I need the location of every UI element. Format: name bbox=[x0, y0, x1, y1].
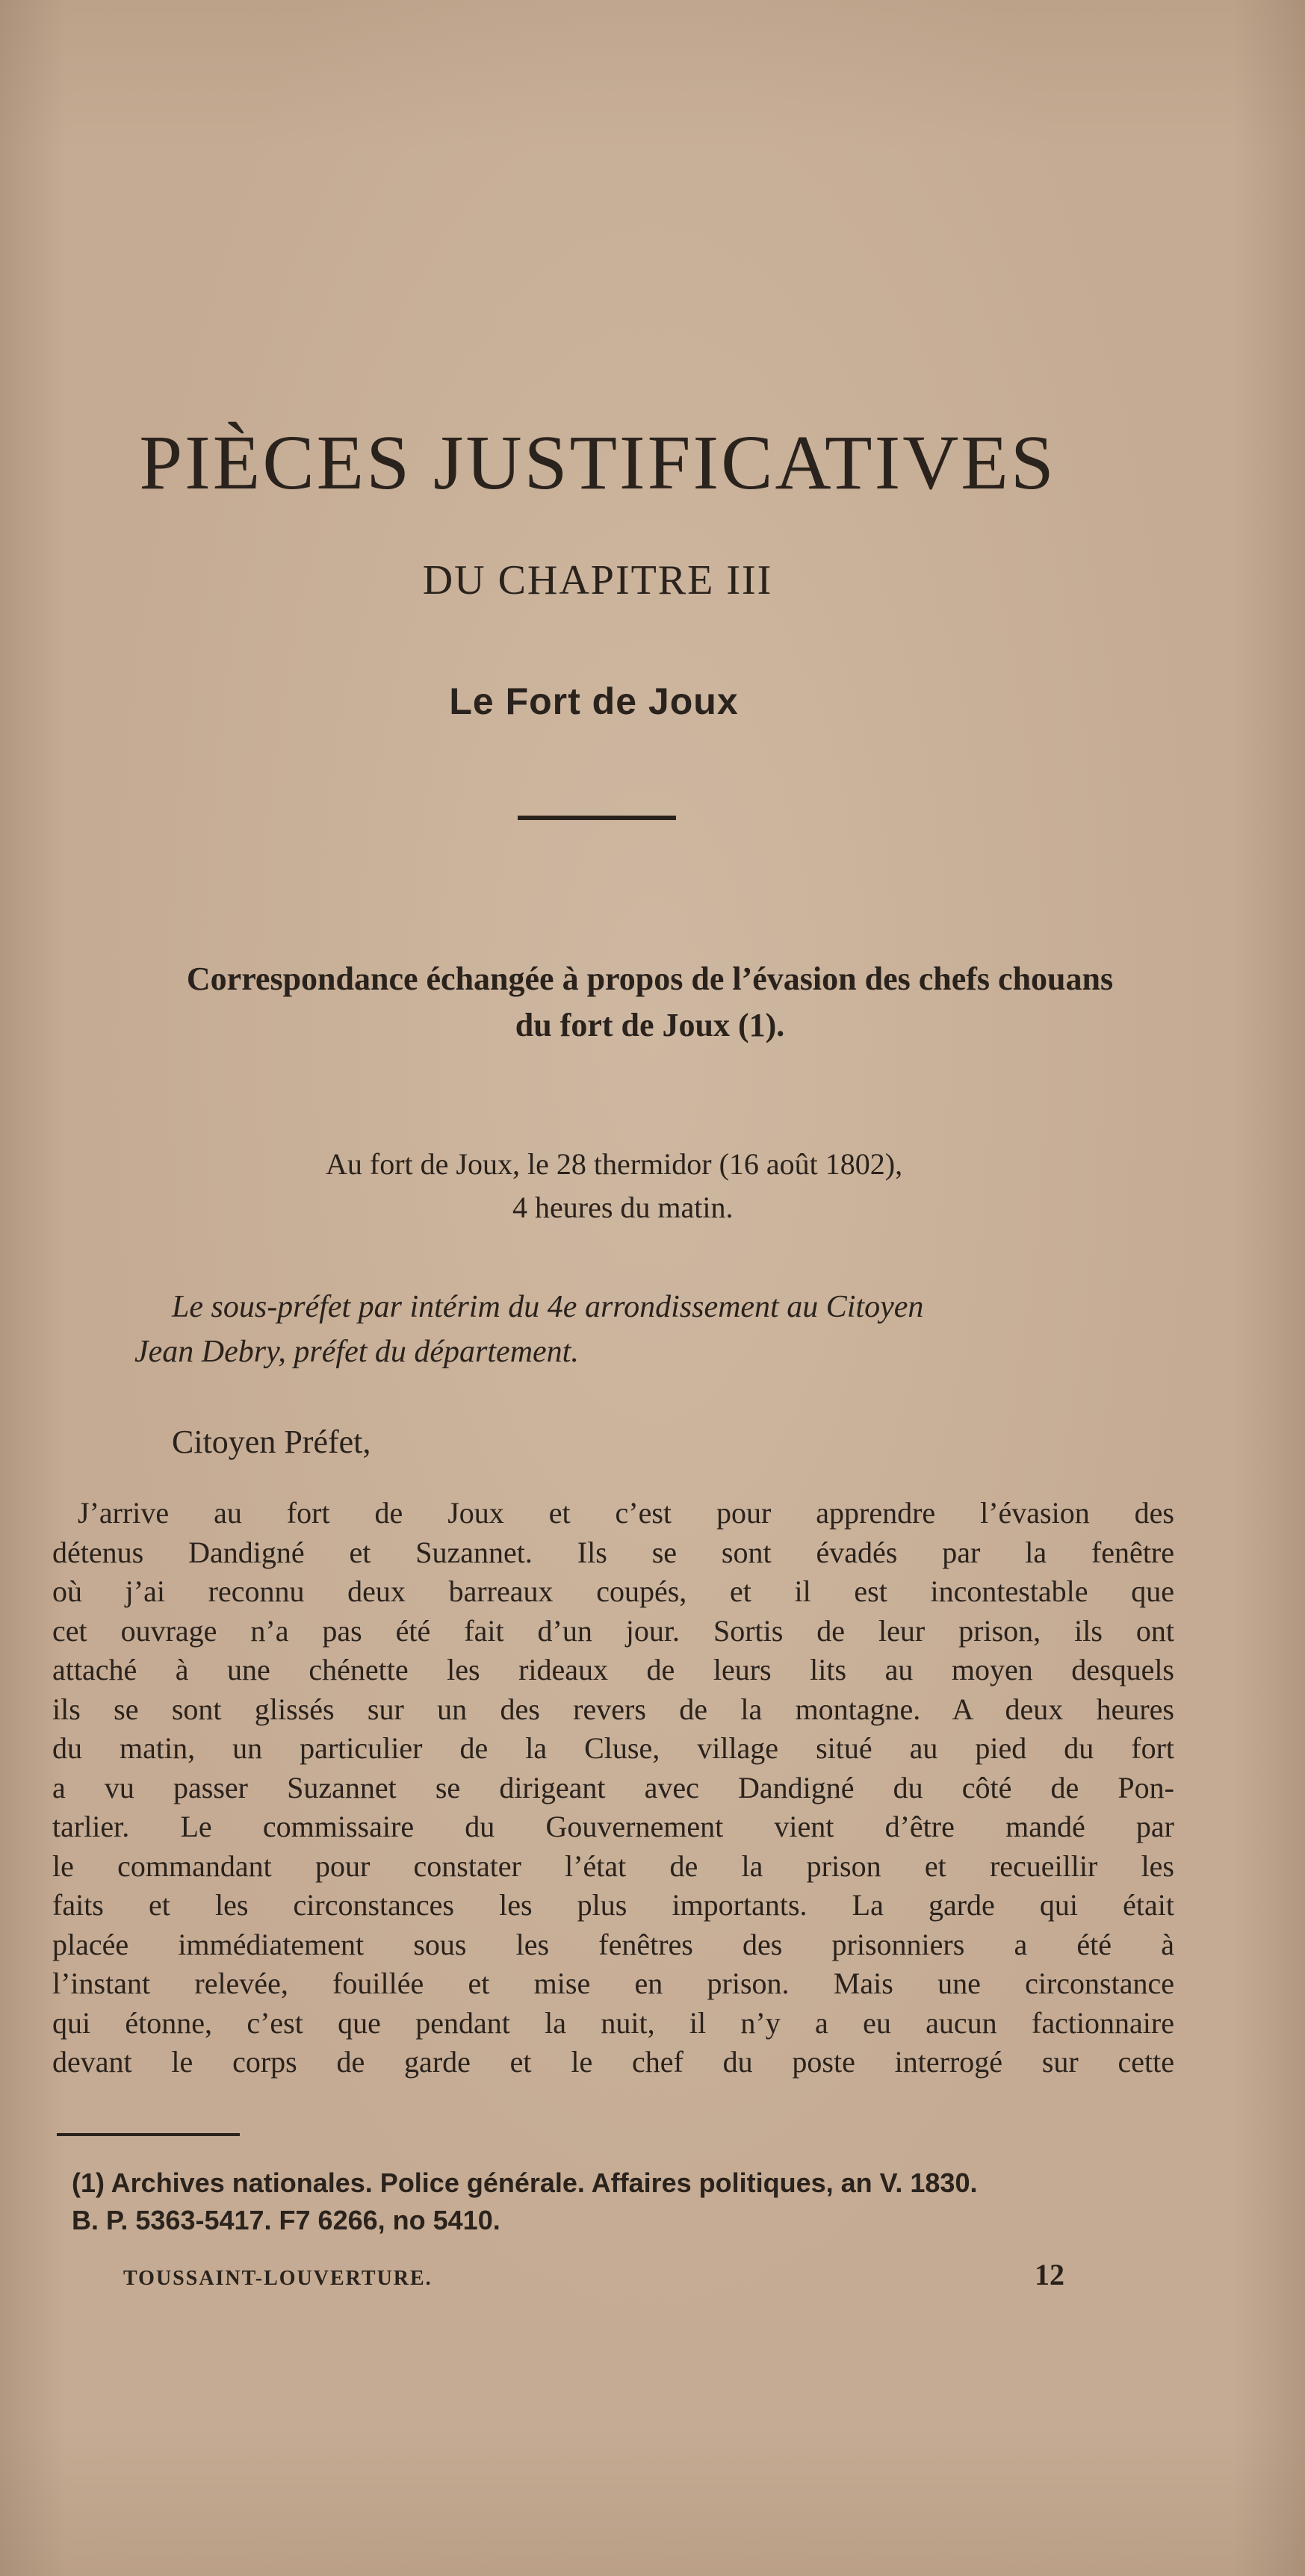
body-line: détenus Dandigné et Suzannet. Ils se sont évadés par la fenêtre bbox=[52, 1535, 1174, 1569]
running-title: TOUSSAINT-LOUVERTURE. bbox=[123, 2267, 433, 2290]
body-line: attaché à une chénette les rideaux de leurs lits au moyen desquels bbox=[52, 1653, 1174, 1686]
body-line: J’arrive au fort de Joux et c’est pour apprendre l’évasion des bbox=[78, 1496, 1174, 1530]
body-line: a vu passer Suzannet se dirigeant avec Dandigné du côté de Pon- bbox=[52, 1770, 1174, 1804]
body-line: faits et les circonstances les plus importants. La garde qui était bbox=[52, 1888, 1174, 1922]
dateline-line-1: Au fort de Joux, le 28 thermidor (16 août 1802), bbox=[326, 1147, 903, 1181]
body-line: cet ouvrage n’a pas été fait d’un jour. Sortis de leur prison, ils ont bbox=[52, 1613, 1174, 1648]
footnote-line-2: B. P. 5363-5417. F7 6266, no 5410. bbox=[72, 2205, 500, 2235]
body-line: devant le corps de garde et le chef du poste interrogé sur cette bbox=[52, 2045, 1174, 2079]
chapter-subtitle: DU CHAPITRE III bbox=[422, 557, 773, 603]
body-line: le commandant pour constater l’état de la prison et recueillir les bbox=[52, 1849, 1174, 1883]
heading-line-1: Correspondance échangée à propos de l’évasion des chefs chouans bbox=[186, 960, 1114, 997]
footnote-line-1: (1) Archives nationales. Police générale. Affaires politiques, an V. 1830. bbox=[72, 2167, 978, 2198]
letter-salutation: Citoyen Préfet, bbox=[172, 1424, 371, 1460]
heading-line-2: du fort de Joux (1). bbox=[515, 1007, 785, 1043]
body-line: placée immédiatement sous les fenêtres des prisonniers a été à bbox=[52, 1927, 1174, 1961]
correspondence-heading bbox=[52, 956, 1247, 1049]
title-divider bbox=[518, 816, 676, 820]
letter-body bbox=[52, 1494, 1174, 2082]
section-title: Le Fort de Joux bbox=[449, 680, 739, 722]
body-line: tarlier. Le commissaire du Gouvernement vient d’être mandé par bbox=[52, 1810, 1174, 1843]
dateline-line-2: 4 heures du matin. bbox=[512, 1191, 734, 1224]
body-line: ils se sont glissés sur un des revers de la montagne. A deux heures bbox=[52, 1692, 1174, 1726]
page-number: 12 bbox=[1035, 2258, 1064, 2291]
page-title: PIÈCES JUSTIFICATIVES bbox=[139, 420, 1056, 506]
footnote-divider bbox=[57, 2133, 240, 2136]
body-line: du matin, un particulier de la Cluse, village situé au pied du fort bbox=[52, 1731, 1174, 1765]
letter-addressee bbox=[134, 1285, 1210, 1374]
body-line: qui étonne, c’est que pendant la nuit, il n’y a eu aucun factionnaire bbox=[52, 2005, 1174, 2040]
footnote bbox=[72, 2164, 1177, 2239]
letter-dateline bbox=[326, 1143, 1147, 1229]
addressee-line-2: Jean Debry, préfet du département. bbox=[134, 1335, 579, 1369]
body-line: où j’ai reconnu deux barreaux coupés, et il est incontestable que bbox=[52, 1574, 1174, 1608]
addressee-line-1: Le sous-préfet par intérim du 4e arrondissement au Citoyen bbox=[172, 1290, 924, 1324]
body-line: l’instant relevée, fouillée et mise en prison. Mais une circonstance bbox=[52, 1967, 1174, 2000]
